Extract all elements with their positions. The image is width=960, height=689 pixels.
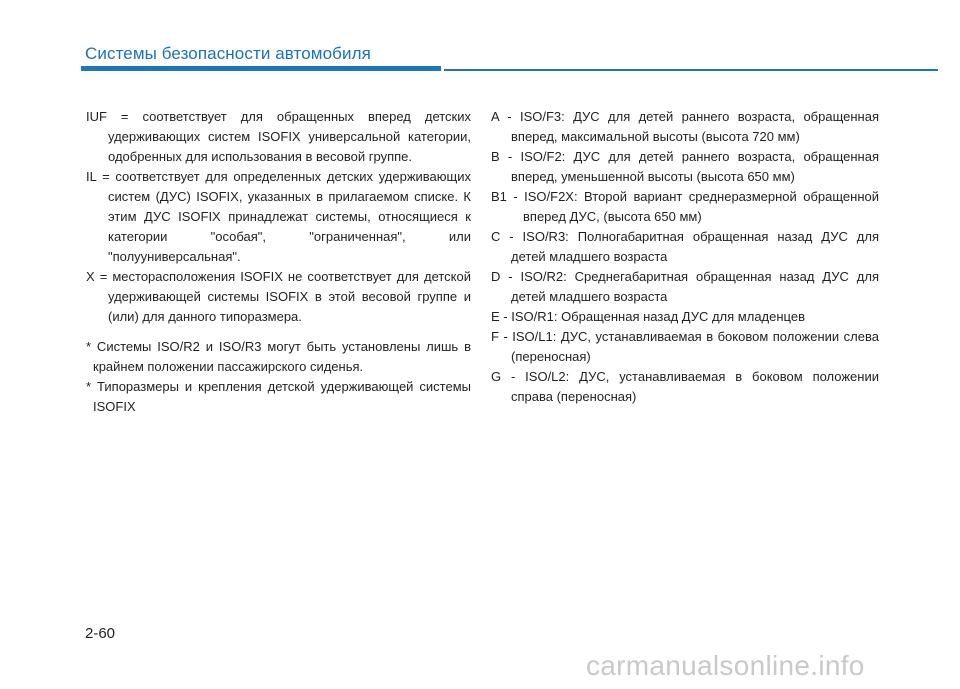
- size-item-a: A - ISO/F3: ДУС для детей раннего возраста, обращенная вперед, максимальной высоты (высота 720 мм): [491, 109, 879, 144]
- page-number: 2-60: [85, 625, 116, 642]
- watermark: carmanualsonline.info: [586, 650, 865, 681]
- note-sizes: * Типоразмеры и крепления детской удерживающей системы ISOFIX: [86, 379, 471, 414]
- definition-iuf: IUF = соответствует для обращенных вперед детских удерживающих систем ISOFIX универсальной категории, одобренных для использования в весовой группе.: [86, 109, 471, 164]
- definition-x: X = месторасположения ISOFIX не соответствует для детской удерживающей системы ISOFIX в этой весовой группе и (или) для данного типоразмера.: [86, 269, 471, 324]
- size-item-g: G - ISO/L2: ДУС, устанавливаемая в боковом положении справа (переносная): [491, 369, 879, 404]
- size-item-f: F - ISO/L1: ДУС, устанавливаемая в боковом положении слева (переносная): [491, 329, 879, 364]
- left-column: [86, 107, 471, 417]
- size-item-b: B - ISO/F2: ДУС для детей раннего возраста, обращенная вперед, уменьшенной высоты (высота 650 мм): [491, 149, 879, 184]
- size-item-d: D - ISO/R2: Среднегабаритная обращенная назад ДУС для детей младшего возраста: [491, 269, 879, 304]
- size-item-e: E - ISO/R1: Обращенная назад ДУС для младенцев: [491, 309, 805, 324]
- header-rule-thick: [81, 66, 441, 71]
- spacer: [86, 327, 471, 337]
- size-item-b1: B1 - ISO/F2X: Второй вариант среднеразмерной обращенной вперед ДУС, (высота 650 мм): [491, 189, 879, 224]
- size-item-c: C - ISO/R3: Полногабаритная обращенная назад ДУС для детей младшего возраста: [491, 229, 879, 264]
- note-iso-r2-r3: * Системы ISO/R2 и ISO/R3 могут быть установлены лишь в крайнем положении пассажирского сиденья.: [86, 339, 471, 374]
- right-column: [491, 107, 879, 407]
- section-title: Системы безопасности автомобиля: [85, 44, 371, 63]
- header-rule-thin: [444, 69, 938, 71]
- definition-il: IL = соответствует для определенных детских удерживающих систем (ДУС) ISOFIX, указанных в прилагаемом списке. К этим ДУС ISOFIX принадлежат системы, относящиеся к категории "особая", "ограниченная", или "полууниверсальная".: [86, 169, 471, 264]
